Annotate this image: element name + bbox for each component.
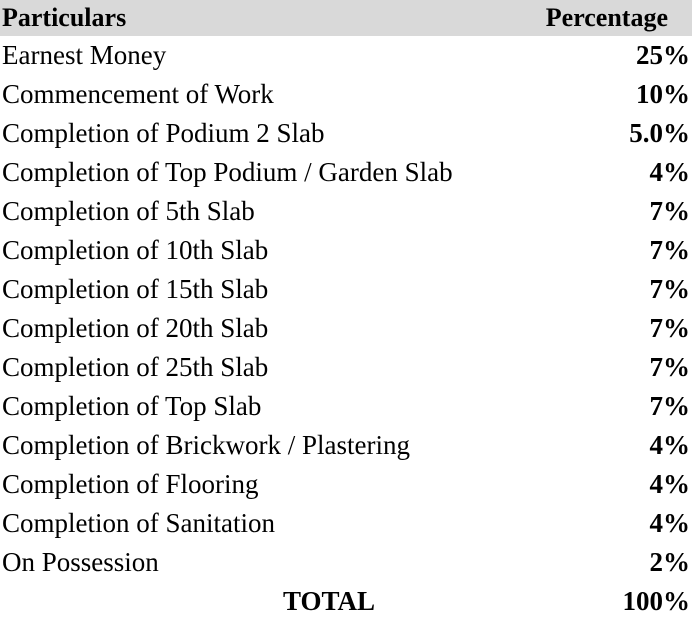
total-label: TOTAL	[283, 586, 376, 616]
particular-cell: On Possession	[2, 547, 159, 577]
particular-cell: Earnest Money	[2, 40, 167, 70]
header-row	[0, 0, 692, 36]
table-row	[0, 309, 692, 348]
particular-cell: Completion of Top Podium / Garden Slab	[2, 157, 453, 187]
percentage-cell: 7%	[649, 196, 690, 226]
table-body	[0, 36, 692, 621]
percentage-cell: 4%	[649, 508, 690, 538]
table-row	[0, 465, 692, 504]
particular-cell: Completion of 5th Slab	[2, 196, 255, 226]
percentage-cell: 4%	[649, 157, 690, 187]
table-row	[0, 114, 692, 153]
percentage-cell: 10%	[636, 79, 690, 109]
table-header	[0, 0, 692, 36]
percentage-cell: 7%	[649, 274, 690, 304]
particular-cell: Completion of 15th Slab	[2, 274, 269, 304]
total-row	[0, 582, 692, 621]
percentage-cell: 4%	[649, 469, 690, 499]
table-row	[0, 504, 692, 543]
total-percentage: 100%	[622, 586, 690, 616]
table-row	[0, 348, 692, 387]
table-row	[0, 270, 692, 309]
particular-cell: Completion of 25th Slab	[2, 352, 269, 382]
percentage-cell: 7%	[649, 352, 690, 382]
particular-cell: Completion of Top Slab	[2, 391, 262, 421]
percentage-cell: 5.0%	[629, 118, 690, 148]
table-row	[0, 426, 692, 465]
particular-cell: Completion of Podium 2 Slab	[2, 118, 325, 148]
table-row	[0, 75, 692, 114]
particular-cell: Completion of Sanitation	[2, 508, 275, 538]
percentage-cell: 4%	[649, 430, 690, 460]
table-row	[0, 387, 692, 426]
table-row	[0, 192, 692, 231]
percentage-column-header: Percentage	[545, 3, 668, 32]
table-row	[0, 36, 692, 75]
particular-cell: Completion of Brickwork / Plastering	[2, 430, 410, 460]
particular-cell: Commencement of Work	[2, 79, 274, 109]
percentage-cell: 2%	[649, 547, 690, 577]
percentage-cell: 7%	[649, 313, 690, 343]
table-row	[0, 543, 692, 582]
particular-cell: Completion of Flooring	[2, 469, 259, 499]
table-row	[0, 231, 692, 270]
particulars-column-header: Particulars	[2, 3, 127, 32]
particular-cell: Completion of 10th Slab	[2, 235, 269, 265]
percentage-cell: 25%	[636, 40, 690, 70]
particular-cell: Completion of 20th Slab	[2, 313, 269, 343]
percentage-cell: 7%	[649, 235, 690, 265]
table-row	[0, 153, 692, 192]
percentage-cell: 7%	[649, 391, 690, 421]
